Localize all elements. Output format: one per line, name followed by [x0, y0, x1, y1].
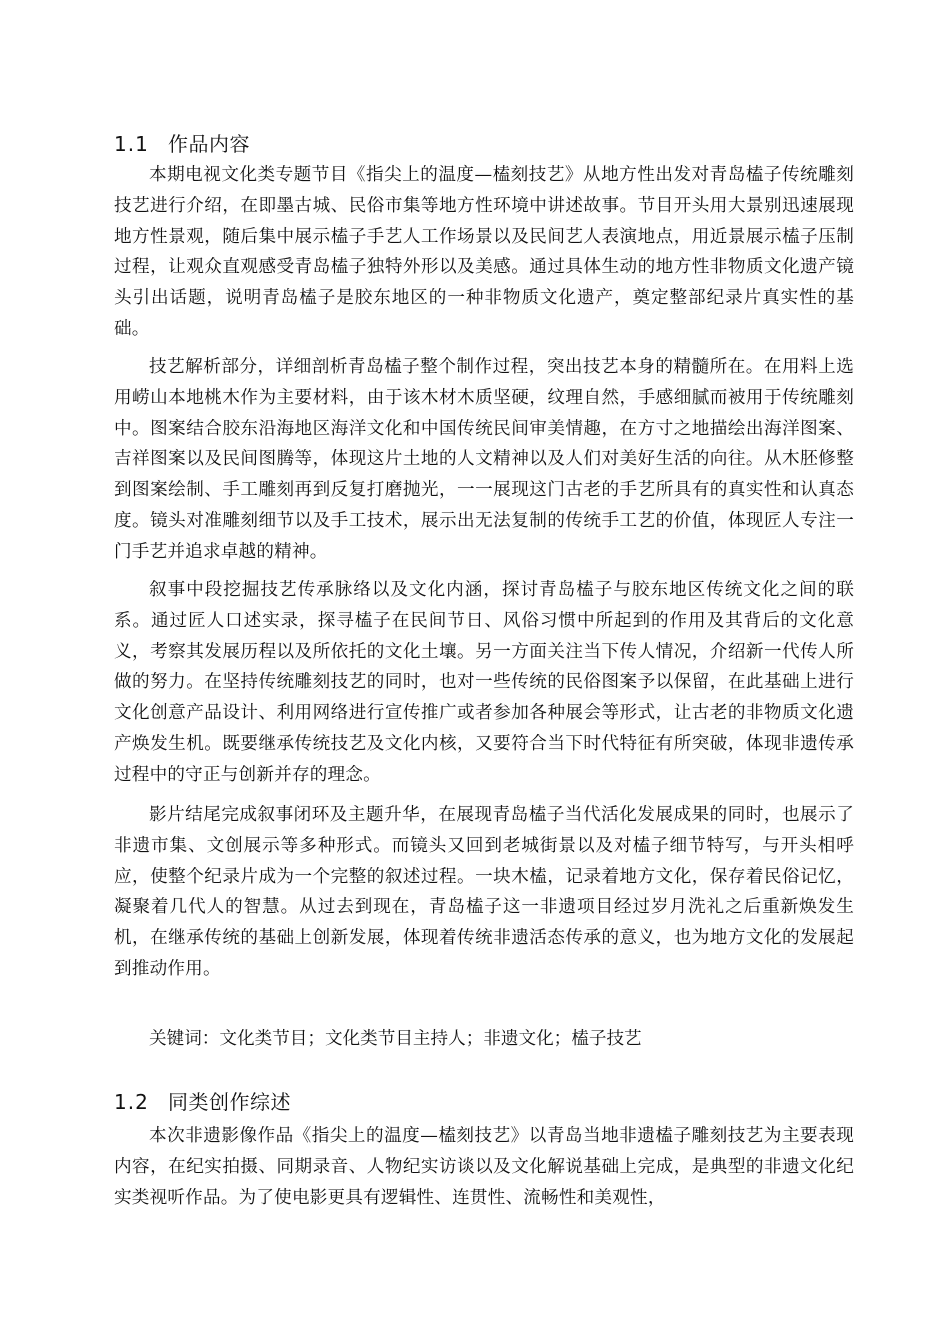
body-paragraph: 技艺解析部分，详细剖析青岛榼子整个制作过程，突出技艺本身的精髓所在。在用料上选用崂山本地桃木作为主要材料，由于该木材木质坚硬，纹理自然，手感细腻而被用于传统雕刻中。图案结合胶东沿海地区海洋文化和中国传统民间审美情趣，在方寸之地描绘出海洋图案、吉祥图案以及民间图腾等，体现这片土地的人文精神以及人们对美好生活的向往。从木胚修整到图案绘制、手工雕刻再到反复打磨抛光，一一展现这门古老的手艺所具有的真实性和认真态度。镜头对准雕刻细节以及手工技术，展示出无法复制的传统手工艺的价值，体现匠人专注一门手艺并追求卓越的精神。	[114, 357, 854, 562]
body-paragraph: 叙事中段挖掘技艺传承脉络以及文化内涵，探讨青岛榼子与胶东地区传统文化之间的联系。通过匠人口述实录，探寻榼子在民间节日、风俗习惯中所起到的作用及其背后的文化意义，考察其发展历程以及所依托的文化土壤。另一方面关注当下传人情况，介绍新一代传人所做的努力。在坚持传统雕刻技艺的同时，也对一些传统的民俗图案予以保留，在此基础上进行文化创意产品设计、利用网络进行宣传推广或者参加各种展会等形式，让古老的非物质文化遗产焕发生机。既要继承传统技艺及文化内核，又要符合当下时代特征有所突破，体现非遗传承过程中的守正与创新并存的理念。	[114, 580, 854, 785]
body-paragraph: 本期电视文化类专题节目《指尖上的温度—榼刻技艺》从地方性出发对青岛榼子传统雕刻技艺进行介绍，在即墨古城、民俗市集等地方性环境中讲述故事。节目开头用大景别迅速展现地方性景观，随后集中展示榼子手艺人工作场景以及民间艺人表演地点，用近景展示榼子压制过程，让观众直观感受青岛榼子独特外形以及美感。通过具体生动的地方性非物质文化遗产镜头引出话题，说明青岛榼子是胶东地区的一种非物质文化遗产，奠定整部纪录片真实性的基础。	[114, 165, 854, 339]
section-title: 同类创作综述	[168, 1090, 291, 1114]
body-paragraph: 影片结尾完成叙事闭环及主题升华，在展现青岛榼子当代活化发展成果的同时，也展示了非遗市集、文创展示等多种形式。而镜头又回到老城街景以及对榼子细节特写，与开头相呼应，使整个纪录片成为一个完整的叙述过程。一块木榼，记录着地方文化，保存着民俗记忆，凝聚着几代人的智慧。从过去到现在，青岛榼子这一非遗项目经过岁月洗礼之后重新焕发生机，在继承传统的基础上创新发展，体现着传统非遗活态传承的意义，也为地方文化的发展起到推动作用。	[114, 805, 854, 979]
section-number: 1.2	[114, 1090, 149, 1114]
section-number: 1.1	[114, 132, 149, 156]
section-heading	[114, 1087, 291, 1117]
keywords-line: 关键词：文化类节目；文化类节目主持人；非遗文化；榼子技艺	[149, 1029, 642, 1049]
body-paragraph: 本次非遗影像作品《指尖上的温度—榼刻技艺》以青岛当地非遗榼子雕刻技艺为主要表现内容，在纪实拍摄、同期录音、人物纪实访谈以及文化解说基础上完成，是典型的非遗文化纪实类视听作品。为了使电影更具有逻辑性、连贯性、流畅性和美观性，	[114, 1126, 854, 1208]
section-title: 作品内容	[168, 132, 250, 156]
section-heading	[114, 129, 250, 159]
